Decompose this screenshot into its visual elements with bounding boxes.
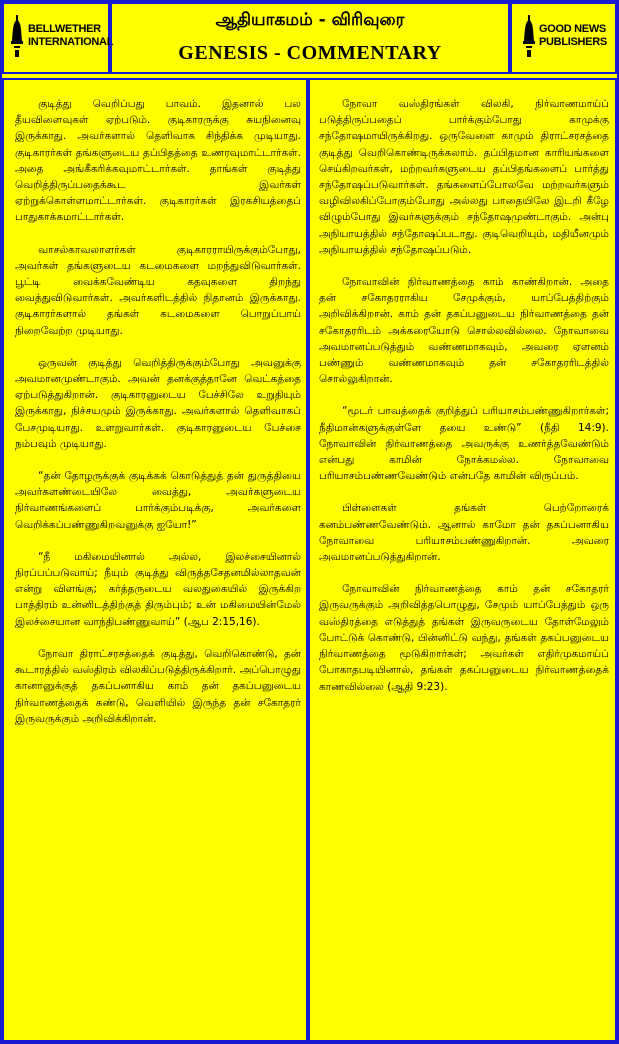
title-tamil: ஆதியாகமம் - விரிவுரை [215, 10, 405, 30]
right-paragraph-3: “மூடர் பாவத்தைக் குறித்துப் பரியாசம்பண்ணுகிறார்கள்; நீதிமான்களுக்குள்ளே தயை உண்டு” (நீதி 14:9). நோவாவின் நிர்வாணத்தை அவருக்கு உணர்த்தவேண்டும் என்பது காமின் நோக்கமல்ல. நோவாவை பரியாசம்பண்ணவேண்டும் என்பதே காமின் விருப்பம். [319, 405, 609, 483]
left-paragraph-3: ஒருவன் குடித்து வெறித்திருக்கும்போது அவனுக்கு அவமானமுண்டாகும். அவன் தனக்குத்தானே வெட்கத்தை ஏற்படுத்துகிறான். குடிகாரனுடைய பேச்சிலே உறுதியும் இருக்காது, நிச்சயமும் இருக்காது. அவர்களால் தெளிவாகப் பேசமுடியாது. உளறுவார்கள். குடிகாரனுடைய பேச்சை நம்பவும் முடியாது. [15, 356, 301, 450]
title-english: GENESIS - COMMENTARY [178, 42, 442, 64]
right-column-frame [308, 78, 617, 1042]
left-logo-line-1: BELLWETHER [28, 23, 101, 35]
right-paragraph-1: நோவா வஸ்திரங்கள் விலகி, நிர்வாணமாய்ப் படுத்திருப்பதைப் பார்க்கும்போது காமுக்கு சந்தோஷமாயிருக்கிறது. ஒருவேளை காமும் திராட்சரசத்தை குடித்து வெறிகொண்டிருக்கலாம். தப்பிதமான காரியங்களை செய்கிறவர்கள், மற்றவர்களுடைய தப்பிதங்களைப் பார்த்து சந்தோஷப்படுவார்கள். தங்களைப்போலவே மற்றவர்களும் வழிவிலகிப்போகும்போது அல்லது பாதையிலே இடறி கீழே விழும்போது இவர்களுக்கும் சந்தோஷமுண்டாகும். அன்பு அநியாயத்தில் சந்தோஷப்படாது. குடிவெறியும், மதியீனமும் அநியாயத்தில் சந்தோஷப்படும். [319, 98, 609, 256]
left-paragraph-1: குடித்து வெறிப்பது பாவம். இதனால் பல தீயவிளைவுகள் ஏற்படும். குடிகாரருக்கு சுயநினைவு இருக்காது. அவர்களால் தெளிவாக சிந்திக்க முடியாது. குடிகாரர்கள் தங்களுடைய தப்பிதத்தை உணரவுமாட்டார்கள். அதை அங்கீகரிக்கவுமாட்டார்கள். தாங்கள் குடித்து வெறித்திருப்பதைக்கூட இவர்கள் ஏற்றுக்கொள்ளமாட்டார்கள். குடிகாரர்கள் இரகசியத்தைப் பாதுகாக்கமாட்டார்கள். [15, 98, 301, 224]
bellwether-logo-box [2, 2, 114, 74]
right-logo-line-2: PUBLISHERS [539, 36, 607, 48]
title-box [110, 2, 510, 74]
left-logo-line-2: INTERNATIONAL [28, 36, 114, 48]
right-column [319, 96, 609, 695]
good-news-logo-box [510, 2, 617, 74]
right-paragraph-2: நோவாவின் நிர்வாணத்தை காம் காண்கிறான். அதை தன் சகோதரராகிய சேமுக்கும், யாப்பேத்திற்கும் அறிவிக்கிறான். காம் தன் தகப்பனுடைய நிர்வாணத்தை தன் சகோதரரிடம் அக்கரையோடு சொல்லவில்லை. நோவாவை அவமானப்படுத்தும் வண்ணமாகவும், அவரை ஏளனம் பண்ணும் வண்ணமாகவும் தன் சகோதரரிடத்தில் சொல்லுகிறான். [319, 276, 609, 386]
bellwether-logo [10, 14, 113, 58]
left-paragraph-4: “தன் தோழருக்குக் குடிக்கக் கொடுத்துத் தன் துருத்தியை அவர்களண்டையிலே வைத்து, அவர்களுடைய நிர்வாணங்களைப் பார்க்கும்படிக்கு, அவர்களை வெறிக்கப்பண்ணுகிறவனுக்கு ஐயோ!” [15, 470, 301, 531]
left-paragraph-2: வாசல்காவலாளர்கள் குடிகாரராயிருக்கும்போது, அவர்கள் தங்களுடைய கடமைகளை மறந்துவிடுவார்கள். பூட்டி வைக்கவேண்டிய கதவுகளை திறந்து வைத்துவிடுவார்கள். அவர்களிடத்தில் நிதானம் இருக்காது. குடிகாரர்களால் தங்கள் கடமைகளை பொறுப்பாய் நிறைவேற்ற முடியாது. [15, 243, 301, 337]
right-paragraph-5: நோவாவின் நிர்வாணத்தை காம் தன் சகோதரர் இருவருக்கும் அறிவித்தபொழுது, சேமும் யாப்பேத்தும் ஒரு வஸ்திரத்தை எடுத்துத் தங்கள் இருவருடைய தோள்மேலும் போட்டுக் கொண்டு, பின்னிட்டு வந்து, தங்கள் தகப்பனுடைய நிர்வாணத்தை மூடுகிறார்கள்; அவர்கள் எதிர்முகமாய்ப் போகாதபடியினால், தங்கள் தகப்பனுடைய நிர்வாணத்தைக் காணவில்லை (ஆதி 9:23). [319, 583, 609, 693]
left-paragraph-5: “நீ மகிமையினால் அல்ல, இலச்சையினால் நிரப்பப்படுவாய்; நீயும் குடித்து விருத்தசேதனமில்லாதவன் என்று விளங்கு; கர்த்தருடைய வலதுகையில் இருக்கிற பாத்திரம் உன்னிடத்திற்குத் திரும்பும்; உன் மகிமையின்மேல் இலச்சையான வாந்திபண்ணுவாய்” (ஆப 2:15,16). [15, 550, 301, 628]
left-paragraph-6: நோவா திராட்சரசத்தைக் குடித்து, வெறிகொண்டு, தன் கூடாரத்தில் வஸ்திரம் விலகிப்படுத்திருக்கிறார். அப்பொழுது கானானுக்குத் தகப்பனாகிய காம் தன் தகப்பனுடைய நிர்வாணத்தைக் கண்டு, வெளியில் இருந்த தன் சகோதரர் இருவருக்கும் அறிவிக்கிறான். [15, 647, 301, 725]
good-news-bell-icon [522, 14, 536, 58]
right-logo-line-1: GOOD NEWS [539, 23, 606, 35]
header [2, 2, 617, 76]
good-news-logo [522, 14, 607, 58]
left-column-frame [2, 78, 308, 1042]
left-column [15, 96, 301, 727]
bellwether-bell-icon [10, 14, 24, 58]
right-paragraph-4: பிள்ளைகள் தங்கள் பெற்றோரைக் கனம்பண்ணவேண்டும். ஆனால் காமோ தன் தகப்பனாகிய நோவாவை பரியாசம்பண்ணுகிறான். அவரை அவமானப்படுத்துகிறான். [319, 502, 609, 564]
